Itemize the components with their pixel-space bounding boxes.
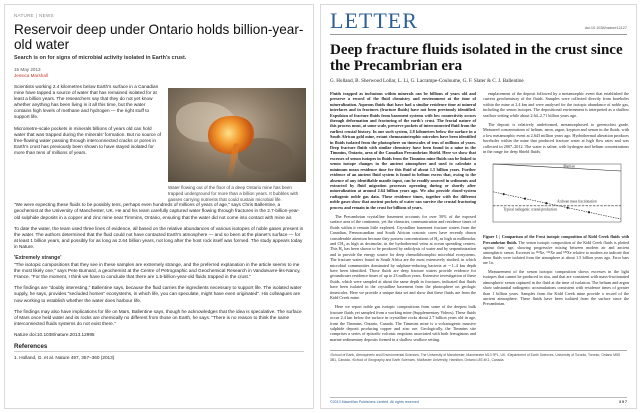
paragraph: The findings may also have implications for life on Mars, Ballentine says, though he acknowledges that the idea is speculative. The surface of Mars once held water and its rocks are chemically no different from those on Earth, he says. "There is no reason to think the same interconnected fluids systems do not exist there." [14,308,302,326]
series-label: Archean mass fractionation [557,199,597,204]
article-intro-text [14,84,162,202]
mine-water-photo [168,88,306,182]
data-point [524,198,526,200]
paragraph: Scientists working 2.4 kilometres below Earth's surface in a Canadian mine have tapped a source of water that has remained isolated for at least a billion years. The researchers say that they do not yet know whether anything has been living in it all this time, but the water contains high levels of methane and hydrogen — the right stuff to support life. [14,84,159,120]
paragraph: The Precambrian crystalline basement accounts for over 50% of the exposed surface area of the continents, yet the character, communication and residence times of fluids within it remain little explored. Crystalline basement fracture waters from the Canadian, Fennoscandian and South African cratonic cores have recently drawn considerable attention because they possess concentrations of H₂ as high as millimolar, and CH₄ as high as decimolar, in the hydrothermal veins at ocean spreading centres. This H₂ has been shown to be produced by radiolysis of water and by serpentinization and to provide the energy source for deep chemolithotrophic microbial ecosystems. The fracture waters found in South Africa are the most extensively studied, in which microbial communities dominated by sulphate-reducing bacteria at ∼1–4 km depth have been identified. Those fluids are deep fracture waters provide evidence for groundwater residence times of up to 23 million years. Extensive investigation of these fluids, which were sampled at about the same depth in fractures, indicated that fluids have been isolated in the crystalline basement from the photosphere on geologic timescales. Here we provide a unique data set and show that these fluids are from the Kidd Creek mine. [330,213,476,301]
reference-item[interactable]: 1. Holland, G. et al. Nature 497, 357–360 (2013) [14,354,115,360]
figure-1-caption-label: Figure 1 | Comparison of the Frost isotopic composition of Kidd Creek fluids with Precambrian fluids. [483,234,629,245]
paragraph: Measurement of the xenon isotopic composition shows excesses in the light isotopes that cannot be produced in situ, and that are consistent with mass-fractionated atmospheric xenon captured in the fluid at the time of isolation. The helium and argon show substantial radiogenic accumulations consistent with residence times of greater than 1 billion years. Samples from the Kidd Creek mine provide a record of the ancient atmosphere. These fluids have been isolated from the surface since the Precambrian. [483,269,629,307]
paper-authors: G. Holland, B. Sherwood Lollar, L. Li, G. Lacrampe-Couloume, G. F. Slater & C. J. Ballentine [330,78,524,84]
article-subtitle: Search is on for signs of microbial activity isolated in Earth's crust. [14,55,187,61]
letter-paper [320,4,637,409]
affiliations-footnote: ¹School of Earth, Atmospheric and Environmental Sciences, The University of Manchester, Manchester M13 9PL, UK. ²Department of Earth Sciences, University of Toronto, Toronto, Ontario M5S 3B1, Canada. ³School of Geography and Earth Sciences, McMaster University, Hamilton, Ontario L8S 4K1, Canada. [330,350,627,362]
series-label: Typical radiogenic crustal production [503,207,557,212]
figure-1 [483,158,629,265]
paragraph: The findings are "doubly interesting," Ballentine says, because the fluid carries the ingredients necessary to support life. The isolated water supply, he says, provides "secluded homes" ecosystems, in which life, you can speculate, might have even originated". His colleagues are now working to establish whether the water does harbour life. [14,285,302,303]
section-heading: 'Extremely strange' [14,255,62,262]
breadcrumb-news[interactable]: NEWS [39,13,54,18]
paper-footer [330,397,627,404]
paragraph: Here we report noble gas isotopic compositions from some of the deepest bulk fracture fluids yet sampled from a working mine (Supplementary Videos). These fluids occur 2.4 km below the surface in crystalline rocks about 2.7 billion years old in age, from the Timmins, Ontario, Canada. The Timmins mine is a volcanogenic massive sulphide deposit producing copper and zinc ore. Geologically, the Timmins site comprises a series of episodic volcanic eruptions associated with both ferruginous and marine sedimentary deposits formed in a shallow seafloor setting. [330,304,476,342]
data-point [567,207,569,209]
paper-header [330,10,627,35]
doi-line: Nature doi:10.1038/nature.2013.12995 [14,331,95,337]
article-date: 15 May 2013 [14,67,41,72]
article-figure [168,88,306,202]
series-line [493,164,621,171]
paragraph: "We were expecting these fluids to be possibly tens, perhaps even hundreds of millions of years of age," says Chris Ballentine, a geochemist at the University of Manchester, UK. He and his team carefully captured water flowing through fractures in the 2.7-billion-year-old sulphide deposits in a copper and zinc mine near Timmins, Ontario, ensuring that the water did not come into contact with mine air. [14,202,300,220]
figure-1-caption [483,234,629,265]
paper-doi: doi:10.1038/nature12127 [584,26,627,30]
paragraph: Micrometre-scale pockets in minerals billions of years old can hold water that was trapped during the minerals' formation. But no source of free-flowing water passing through interconnected cracks or pores in Earth's crust has previously been shown to have stayed isolated for more than tens of millions of years. [14,125,162,155]
publisher-line: ©2013 Macmillan Publishers Limited. All rights reserved [330,400,419,404]
article-upper-section [14,84,304,202]
references-heading: References [14,342,48,350]
figure-1-chart [483,158,629,232]
paper-column-left [330,91,476,346]
divider [14,351,304,352]
figure-caption: Water flowing out of the floor of a deep Ontario mine has been trapped underground for more than a billion years. It bubbles with gasses carrying nutrients that could sustain microbial life. [168,185,299,202]
data-point [503,193,505,195]
series-label: Martian [563,164,575,169]
abstract: Fluids trapped as inclusions within minerals can be billions of years old and preserve a record of the fluid chemistry and environment at the time of mineralization. Aqueous fluids that have had a similar residence time at mineral interfaces and in fractures (fracture fluids) have not been previously identified. Expulsion of fracture fluids from basement systems with low connectivity occurs through deformation and fracturing of the earth's crust. The fractal nature of this process must, at some scale, preserve pockets of interconnected fluid from the earliest crustal history. In one such system, 2.8 kilometres below the surface in a South African gold mine, extant chemoautotrophic microbes have been identified in fluids isolated from the photosphere on timescales of tens of millions of years. Deep fracture fluids with similar chemistry have been found in a mine in the Timmins, Ontario, area of the Canadian Precambrian Shield. Here we show that excesses of xenon isotopes in fluids from the Timmins mine fluids can be linked to xenon isotope changes in the ancient atmosphere and used to calculate a minimum mean residence time for this fluid of about 1.5 billion years. Further evidence of an ancient fluid system is found in helium excess that, owing to the absence of any identifiable mantle input, can be readily sourced in sediments and extracted by fluid migration processes operating during or shortly after mineralization at around 2.64 billion years ago. We also provide closed-system radiogenic noble gas data. These residence times, together with the different noble gases show that ancient pockets of water can survive the crustal fracturing process and remain in the crust for billions of years. [330,91,476,210]
plot-frame [493,164,621,222]
data-point [588,212,590,214]
news-article [4,4,314,409]
paragraph: The deposit is relatively undeformed, metamorphosed to greenschist grade. Measured concentrations of helium, neon, argon, krypton and xenon in the fluids, with a low metamorphic event at 2,643 million years ago. Hydrothermal alteration produces boreholes within the mine that produced fracture water at high flow rates and was collected in 2007–2012. The water is saline, with hydrogen and helium concentrations in the range for deep Shield fluids. [483,122,629,155]
paper-column-right [483,91,629,346]
breadcrumb [14,13,304,18]
breadcrumb-nature[interactable]: NATURE [14,13,34,18]
paragraph: emplacement of the deposit followed by a metamorphic event that established the current geochemistry of the fluids. Samples were collected directly from boreholes within the mine at 2.4 km and were analysed for the isotopic abundance of noble gas, including the xenon isotopes. The depositional environment is interpreted as a shallow seafloor setting while about 2.64–2.71 billion years ago. [483,91,629,118]
page-number: 3 5 7 [619,400,627,404]
article-title: Reservoir deep under Ontario holds billion-year-old water [14,22,304,52]
breadcrumb-separator: | [35,13,38,18]
figure-1-caption-text: The xenon isotopic composition of the Kidd Creek fluids is plotted against their age, showing progressive mixing between modern air and ancient atmospheric xenon. Excesses in ¹²⁴Xe, ¹²⁶Xe and ¹²⁸Xe relative to modern air indicate that these fluids were isolated from the atmosphere at about 1.5 billion years ago. Error bars are 1σ. [483,239,629,265]
data-point [545,203,547,205]
letter-label: LETTER [330,8,418,33]
article-author[interactable]: Jessica Marshall [14,73,48,78]
paper-title: Deep fracture fluids isolated in the crust since the Precambrian era [330,42,623,74]
paragraph: To date the water, the team used three lines of evidence, all based on the relative abundances of various isotopes of noble gases present in the water. The authors determined that the fluid could not have contacted Earth's atmosphere — and so been at the planet's surface — for at least 1 billion years, and possibly for as long as 2.64 billion years, not long after the host rock itself was formed. The study appears today in Nature. [14,225,304,249]
paper-columns [330,91,627,346]
paragraph: "The isotopic compositions that they see in these samples are extremely strange, and the preferred explanation in the article seems to me the most likely one," says Pete Burnard, a geochemist at the Centre of Petrographic and Geochemical Research in Vandœuvre-lès-Nancy, France. "For the moment, I think we have to conclude that there are 1.5-billion-year-old fluids trapped in the crust." [14,262,301,280]
series-line [493,192,621,219]
